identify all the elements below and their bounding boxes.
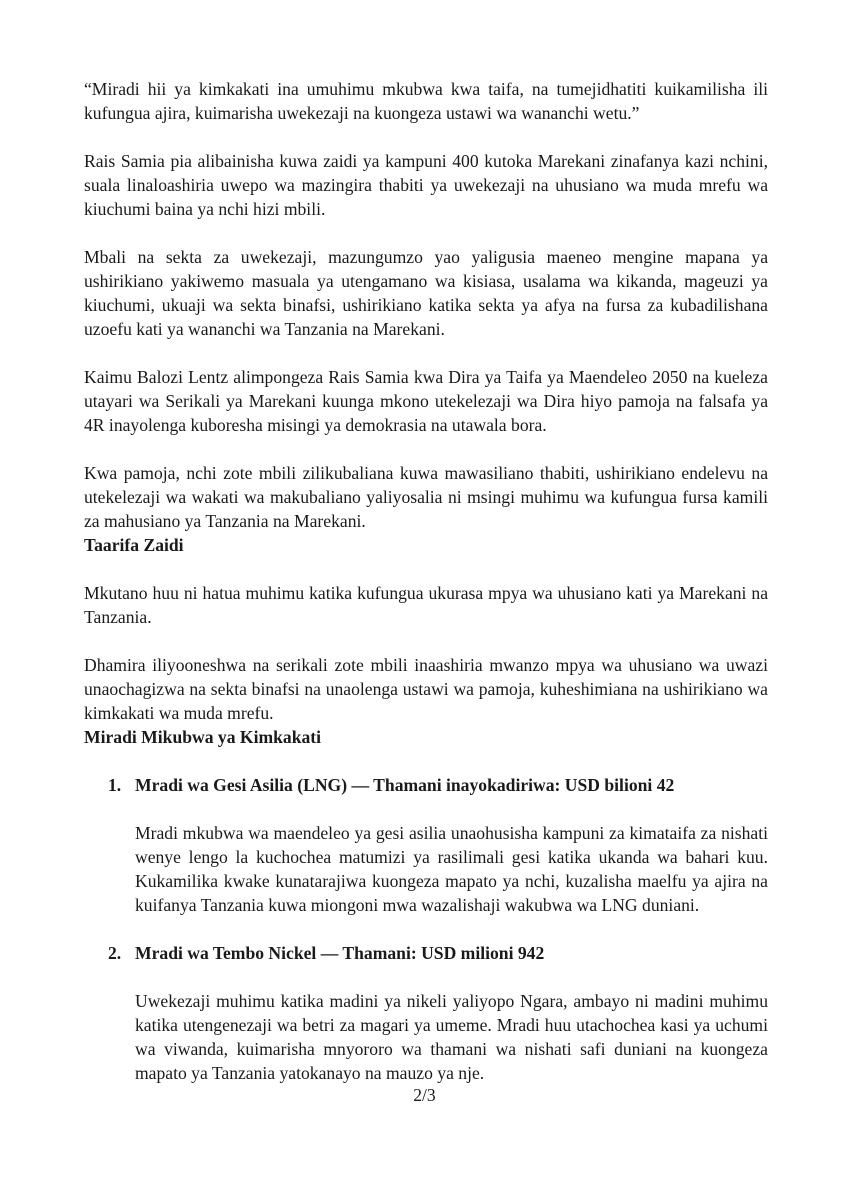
project-title-text: Mradi wa Gesi Asilia (LNG) — Thamani inayokadiriwa: USD bilioni 42 [135,775,675,795]
paragraph-commitment: Dhamira iliyooneshwa na serikali zote mbili inaashiria mwanzo mpya wa uhusiano wa uwazi unaochagizwa na sekta binafsi na unaolenga ustawi wa pamoja, kuheshimiana na ushirikiano wa kimkakati wa muda mrefu. [84,655,768,723]
quote-paragraph: “Miradi hii ya kimkakati ina umuhimu mkubwa kwa taifa, na tumejidhatiti kuikamilisha ili kufungua ajira, kuimarisha uwekezaji na kuongeza ustawi wa wananchi wetu.” [84,79,768,123]
section-heading-strategic-projects: Miradi Mikubwa ya Kimkakati [84,727,322,747]
paragraph-agreement: Kwa pamoja, nchi zote mbili zilikubaliana kuwa mawasiliano thabiti, ushirikiano endelevu na utekelezaji wa wakati wa makubaliano yaliyosalia ni msingi muhimu wa kufungua fursa kamili za mahusiano ya Tanzania na Marekani. [84,463,768,531]
project-description: Mradi mkubwa wa maendeleo ya gesi asilia unaohusisha kampuni za kimataifa za nishati wenye lengo la kuchochea matumizi ya rasilimali gesi katika ukanda wa bahari kuu. Kukamilika kwake kunatarajiwa kuongeza mapato ya nchi, kuzalisha maelfu ya ajira na kuifanya Tanzania kuwa miongoni mwa wazalishaji wakubwa wa LNG duniani. [135,823,768,915]
project-item [84,941,768,1085]
paragraph-ambassador: Kaimu Balozi Lentz alimpongeza Rais Samia kwa Dira ya Taifa ya Maendeleo 2050 na kueleza utayari wa Serikali ya Marekani kuunga mkono utekelezaji wa Dira hiyo pamoja na falsafa ya 4R inayolenga kuboresha misingi ya demokrasia na utawala bora. [84,367,768,435]
project-title-text: Mradi wa Tembo Nickel — Thamani: USD milioni 942 [135,943,545,963]
project-number: 2. [108,943,122,963]
page-number: 2/3 [413,1085,436,1105]
paragraph-meeting: Mkutano huu ni hatua muhimu katika kufungua ukurasa mpya wa uhusiano kati ya Marekani na Tanzania. [84,583,768,627]
paragraph-cooperation-areas: Mbali na sekta za uwekezaji, mazungumzo yao yaligusia maeneo mengine mapana ya ushirikiano yakiwemo masuala ya utengamano wa kisiasa, usalama wa kikanda, mageuzi ya kiuchumi, ukuaji wa sekta binafsi, ushirikiano katika sekta ya afya na fursa za kubadilishana uzoefu kati ya wananchi wa Tanzania na Marekani. [84,247,768,339]
document-body [84,77,768,1085]
project-title [84,941,768,965]
project-number: 1. [108,775,122,795]
section-heading-more-info: Taarifa Zaidi [84,535,184,555]
project-title [84,773,768,797]
project-item [84,773,768,917]
paragraph-companies: Rais Samia pia alibainisha kuwa zaidi ya kampuni 400 kutoka Marekani zinafanya kazi nchini, suala linaloashiria uwepo wa mazingira thabiti ya uwekezaji na uhusiano wa muda mrefu wa kiuchumi baina ya nchi hizi mbili. [84,151,768,219]
project-description: Uwekezaji muhimu katika madini ya nikeli yaliyopo Ngara, ambayo ni madini muhimu katika utengenezaji wa betri za magari ya umeme. Mradi huu utachochea kasi ya uchumi wa viwanda, kuimarisha mnyororo wa thamani wa nishati safi duniani na kuongeza mapato ya Tanzania yatokanayo na mauzo ya nje. [135,991,768,1083]
